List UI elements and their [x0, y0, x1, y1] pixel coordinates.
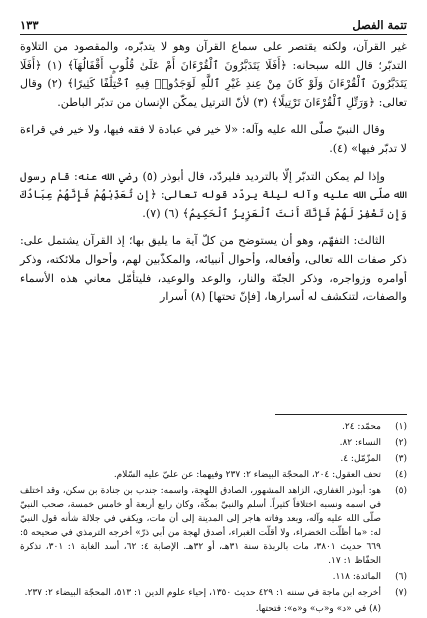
- footnote-text: (٨) في «د» و«ب» و«ه»: فتحتها.: [255, 604, 381, 614]
- footnote-number: (٣): [395, 454, 407, 464]
- main-text: [20, 38, 407, 307]
- footnote-number: (٥): [395, 486, 407, 496]
- footnote-rule: [275, 414, 407, 415]
- footnote: [20, 484, 407, 568]
- footnote-text: النساء: ٨٢.: [339, 438, 381, 448]
- footnote: [20, 602, 407, 616]
- footnote: [20, 468, 407, 482]
- footnote: [20, 436, 407, 450]
- footnote-number: (١): [395, 422, 407, 432]
- footnote-text: المزّمّل: ٤.: [340, 454, 381, 464]
- paragraph-4: الثالث: التفهّم، وهو أن يستوضح من كلّ آية ما يليق بها؛ إذ القرآن يشتمل على: ذكر صفات الله تعالى، وأفعاله، وأحوال أنبيائه، والمكذّبين لهم، وأحوال ملائكته، وذكر أوامره وزواجره، وذكر الجنّة والنار، والوعد والوعيد، فليتأمّل معاني هذه الأسماء والصفات، لتنكشف له أسرارها، [فإنّ تحتها] (٨) أسرار: [20, 234, 407, 304]
- footnote-text: أخرجه ابن ماجة في سننه ١: ٤٢٩ حديث ١٣٥٠، إحياء علوم الدين ١: ٥١٣، المحجّة البيضاء ٢: ٢٣٧.: [24, 588, 381, 598]
- footnote-number: (٦): [395, 572, 407, 582]
- footnote: [20, 452, 407, 466]
- running-title: تتمة الفصل: [352, 18, 407, 32]
- paragraph-2: وقال النبيّ صلّى الله عليه وآله: «لا خير في عبادة لا فقه فيها، ولا خير في قراءة لا تدبّر فيها» (٤).: [20, 123, 407, 155]
- paragraph-1: غير القرآن، ولكنه يقتصر على سماع القرآن وهو لا يتدبّره، والمقصود من التلاوة التدبّر؛ قال الله سبحانه: ﴿أَفَلَا يَتَدَبَّرُونَ ٱلْقُرْءَانَ أَمْ عَلَىٰ قُلُوبٍ أَقْفَالُهَآ﴾ (١) ﴿أَفَلَا يَتَدَبَّرُونَ ٱلْقُرْءَانَ وَلَوْ كَانَ مِنْ عِندِ غَيْرِ ٱللَّهِ لَوَجَدُوا۟ فِيهِ ٱخْتِلَٰفًا كَثِيرًا﴾ (٢) وقال تعالى: ﴿وَرَتِّلِ ٱلْقُرْءَانَ تَرْتِيلًا﴾ (٣) لأنّ الترتيل يمكّن الإنسان من تدبّر الباطن.: [20, 40, 407, 109]
- footnote-number: (٧): [395, 588, 407, 598]
- footnote-text: محمّد: ٢٤.: [342, 422, 381, 432]
- paragraph-3: وإذا لم يمكن التدبّر إلّا بالترديد فليردّد، قال أبوذر (٥) رضي الله عنه: قام رسول الله صلّى الله عليه وآله ليلة يردّد قوله تعالى: ﴿إِن تُعَذِّبْهُمْ فَإِنَّهُمْ عِبَادُكَ وَإِن تَغْفِرْ لَهُمْ فَإِنَّكَ أَنتَ ٱلْعَزِيزُ ٱلْحَكِيمُ﴾ (٦) (٧).: [20, 169, 407, 220]
- footnote: [20, 420, 407, 434]
- footnote-text: هو: أبوذر الغفاري، الزاهد المشهور، الصادق اللهجة، واسمه: جندب بن جنادة بن سكن، وقد اختلف في اسمه ونسبه اختلافاً كثيراً. أسلم والنبيّ بمكّة، وكان رابع أربعة أو خامس خمسة، صحب النبيّ صلّى الله عليه وآله، وبعد وفاته هاجر إلى المدينة إلى أن مات، ويكفي في جلالة شأنه قول النبيّ له: «ما أظلّت الخضراء، ولا أقلّت الغبراء، أصدق لهجة من أبي ذرّ» أخرجه الترمذي في صحيحه ٥: ٦٦٩ حديث ٣٨٠١، مات بالربذة سنة ٣١هـ، أو ٣٢هـ. الإصابة ٤: ٦٢، أسد الغابة ١: ٣٠١، تذكرة الحفّاظ ١: ١٧.: [20, 486, 381, 566]
- footnote-text: المائدة: ١١٨.: [332, 572, 381, 582]
- page-number: ١٣٣: [20, 18, 39, 32]
- header-rule: [20, 34, 407, 35]
- footnote: [20, 570, 407, 584]
- footnotes: [20, 420, 407, 618]
- footnote: [20, 586, 407, 600]
- footnote-number: (٤): [395, 470, 407, 480]
- page-header: [20, 12, 407, 32]
- footnote-number: (٢): [395, 438, 407, 448]
- footnote-text: تحف العقول: ٢٠٤، المحجّة البيضاء ٢: ٢٣٧ وفيهما: عن عليّ عليه السّلام.: [113, 470, 381, 480]
